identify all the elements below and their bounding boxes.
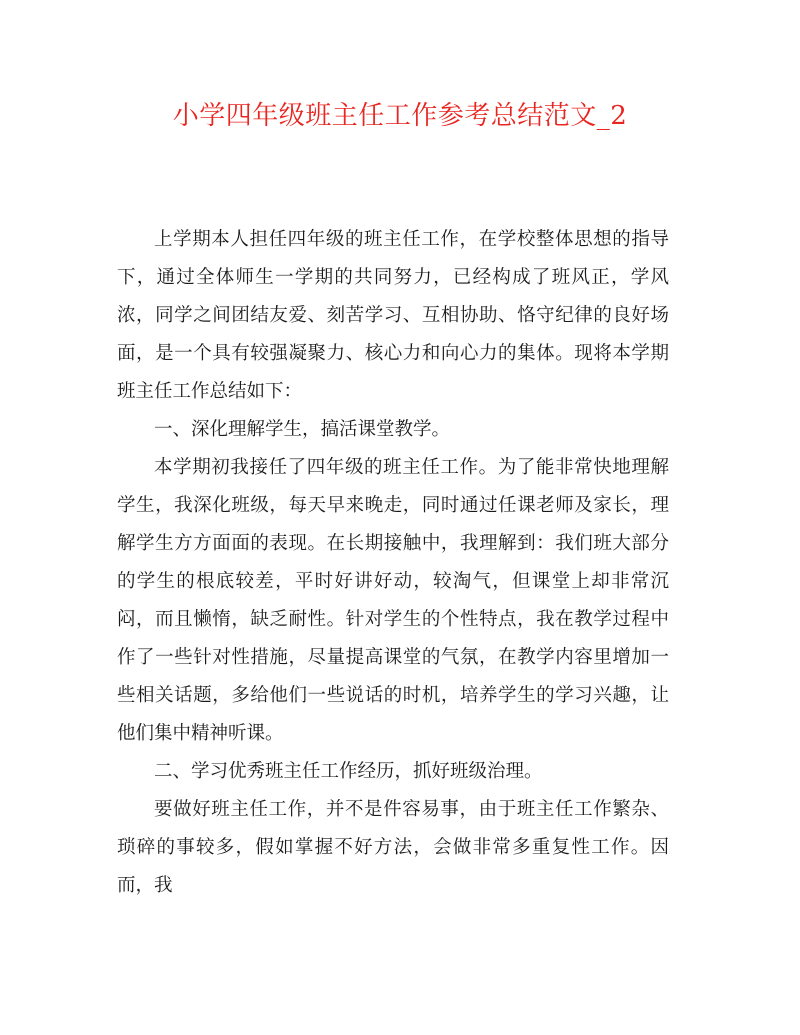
section-heading-2: 二、学习优秀班主任工作经历，抓好班级治理。: [154, 761, 543, 782]
document-body: [117, 221, 669, 905]
paragraph-section-2: 要做好班主任工作，并不是件容易事，由于班主任工作繁杂、琐碎的事较多，假如掌握不好方法，会做非常多重复性工作。因而，我: [117, 799, 669, 896]
document-title: 小学四年级班主任工作参考总结范文_2: [172, 101, 628, 131]
paragraph-section-1: 本学期初我接任了四年级的班主任工作。为了能非常快地理解学生，我深化班级，每天早来晚走，同时通过任课老师及家长，理解学生方方面面的表现。在长期接触中，我理解到：我们班大部分的学生的根底较差，平时好讲好动，较淘气，但课堂上却非常沉闷，而且懒惰，缺乏耐性。针对学生的个性特点，我在教学过程中作了一些针对性措施，尽量提高课堂的气氛，在教学内容里增加一些相关话题，多给他们一些说话的时机，培养学生的学习兴趣，让他们集中精神听课。: [117, 457, 669, 744]
section-heading-1: 一、深化理解学生，搞活课堂教学。: [154, 419, 451, 440]
paragraph-intro: 上学期本人担任四年级的班主任工作，在学校整体思想的指导下，通过全体师生一学期的共同努力，已经构成了班风正，学风浓，同学之间团结友爱、刻苦学习、互相协助、恪守纪律的良好场面，是一个具有较强凝聚力、核心力和向心力的集体。现将本学期班主任工作总结如下：: [117, 229, 669, 402]
